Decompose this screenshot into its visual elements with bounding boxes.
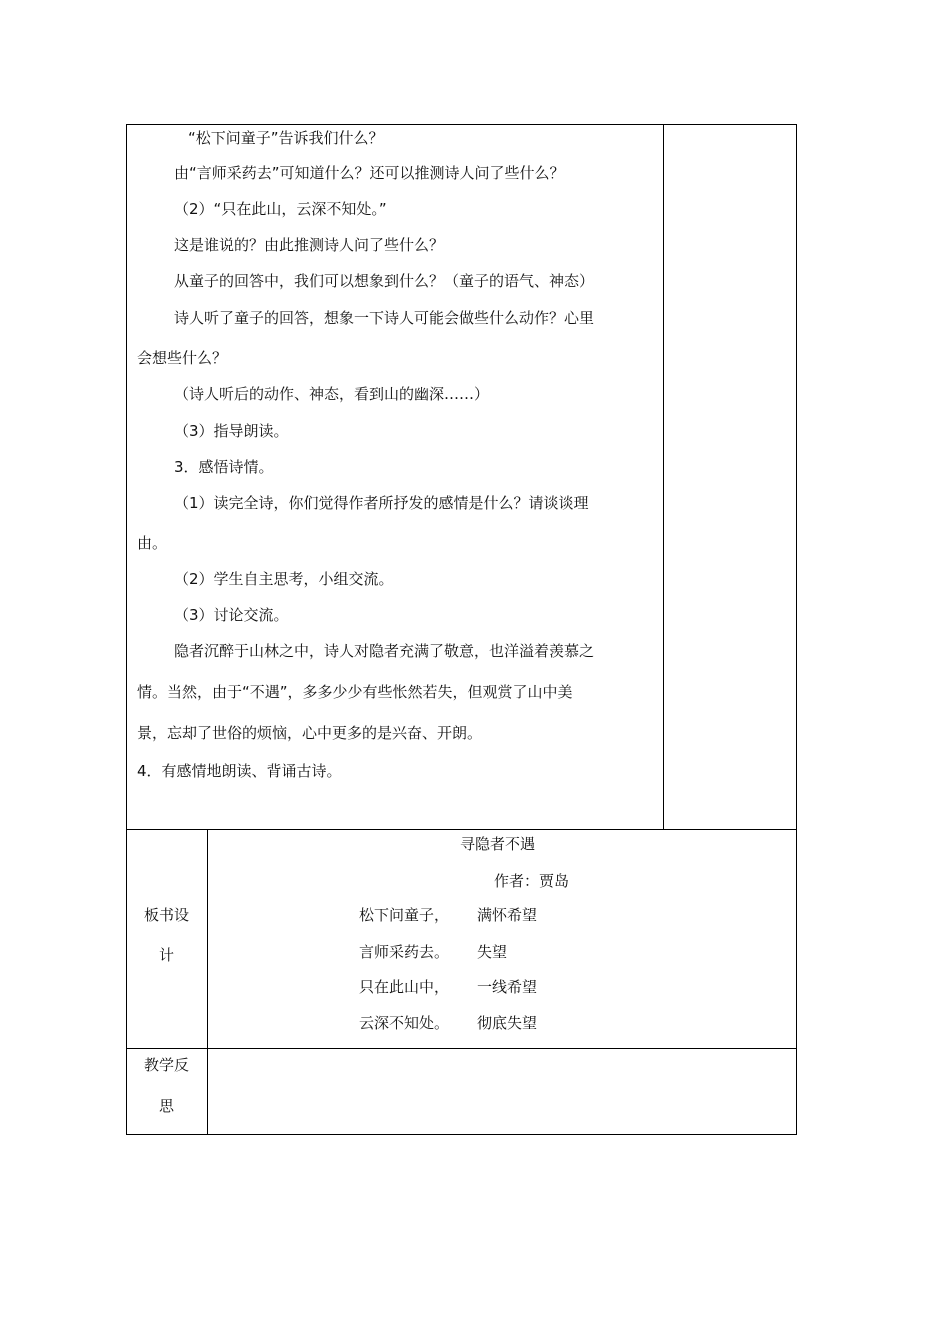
row-divider-board (126, 829, 797, 830)
body-line: 景，忘却了世俗的烦恼，心中更多的是兴奋、开朗。 (137, 724, 483, 742)
body-line: 隐者沉醉于山林之中，诗人对隐者充满了敬意，也洋溢着羡慕之 (174, 642, 595, 660)
poem-verse: 言师采药去。 (359, 943, 450, 961)
label-column-divider (207, 829, 208, 1135)
poem-author: 作者：贾岛 (494, 872, 570, 890)
poem-note: 一线希望 (477, 978, 538, 996)
table-right-border (796, 124, 797, 1135)
body-line: （3）指导朗读。 (174, 422, 289, 440)
board-design-label: 板书设 (144, 906, 190, 924)
row-divider-reflection (126, 1048, 797, 1049)
body-line: （2）学生自主思考，小组交流。 (174, 570, 394, 588)
body-line: （诗人听后的动作、神态，看到山的幽深……） (174, 385, 490, 403)
reflection-label-cont: 思 (159, 1097, 175, 1115)
table-top-border (126, 124, 797, 125)
body-line: 4．有感情地朗读、背诵古诗。 (137, 762, 342, 780)
body-line: 诗人听了童子的回答，想象一下诗人可能会做些什么动作？心里 (174, 309, 595, 327)
body-line: 3．感悟诗情。 (174, 458, 274, 476)
body-line: 由。 (137, 534, 168, 552)
notes-column-divider (663, 124, 664, 830)
poem-title: 寻隐者不遇 (460, 835, 536, 853)
body-line: （2）“只在此山，云深不知处。” (174, 200, 387, 218)
poem-note: 失望 (477, 943, 508, 961)
poem-verse: 松下问童子， (359, 906, 450, 924)
body-line: “松下问童子”告诉我们什么？ (188, 129, 384, 147)
poem-note: 满怀希望 (477, 906, 538, 924)
board-design-label-cont: 计 (159, 946, 175, 964)
body-line: 会想些什么？ (137, 349, 228, 367)
poem-verse: 只在此山中， (359, 978, 450, 996)
body-line: 情。当然，由于“不遇”，多多少少有些怅然若失，但观赏了山中美 (137, 683, 573, 701)
body-line: 从童子的回答中，我们可以想象到什么？（童子的语气、神态） (174, 272, 595, 290)
poem-verse: 云深不知处。 (359, 1014, 450, 1032)
reflection-label: 教学反 (144, 1056, 190, 1074)
body-line: 由“言师采药去”可知道什么？还可以推测诗人问了些什么？ (174, 164, 565, 182)
body-line: （3）讨论交流。 (174, 606, 289, 624)
body-line: 这是谁说的？由此推测诗人问了些什么？ (174, 236, 445, 254)
table-left-border (126, 124, 127, 1135)
table-bottom-border (126, 1134, 797, 1135)
body-line: （1）读完全诗，你们觉得作者所抒发的感情是什么？请谈谈理 (174, 494, 589, 512)
poem-note: 彻底失望 (477, 1014, 538, 1032)
